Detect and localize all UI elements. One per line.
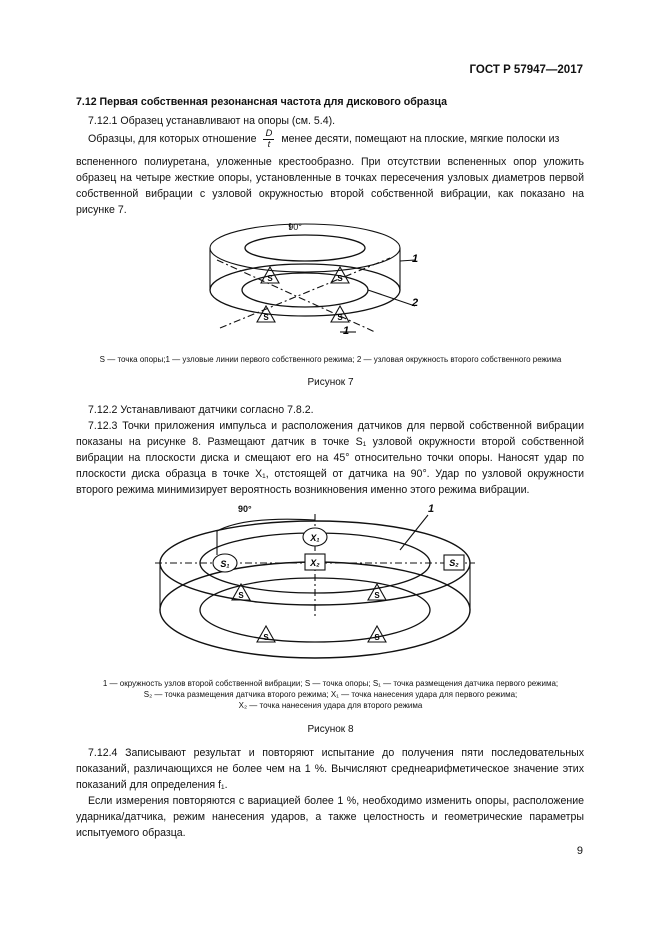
paragraph-7-12-1-ratio	[76, 128, 596, 150]
figure-8-diagram	[145, 498, 485, 673]
svg-text:S: S	[374, 633, 380, 642]
figure-8-caption-line-1: 1 — окружность узлов второй собственной вибрации; S — точка опоры; S₁ — точка размещения датчика первого режима;	[102, 679, 559, 688]
paragraph-7-12-3: 7.12.3 Точки приложения импульса и расположения датчиков для первой собственной вибрации показаны на рисунке 8. Размещают датчик в точке S₁ узловой окружности второй собственной вибрации на плоскости диска и смещают его на 45° относительно точки опоры. Наносят удар по плоскости диска образца в точке X₁, отстоящей от датчика на 90°. Удар по узловой окружности второго режима минимизирует вероятность возникновения именно этого режима вибрации.	[76, 420, 584, 496]
nodal-line-1	[217, 260, 375, 332]
figure-7-label: Рисунок 7	[307, 377, 354, 388]
svg-text:S₂: S₂	[449, 558, 459, 568]
impact-point-x2	[305, 554, 325, 570]
paragraph-7-12-1-cont: вспененного полиуретана, уложенные крестообразно. При отсутствии вспененных опор уложить образец на четыре жесткие опоры, установленные в точках пересечения узловых диаметров первой собственной вибрации с узловой окружностью второй собственной вибрации, как показано на рисунке 7.	[76, 156, 584, 216]
disc-top-edge	[210, 224, 400, 272]
document-id: ГОСТ Р 57947—2017	[469, 64, 583, 76]
sensor-point-s1	[213, 554, 237, 572]
figure-7-diagram	[190, 210, 440, 355]
paragraph-7-12-1: 7.12.1 Образец устанавливают на опоры (см. 5.4).	[88, 115, 336, 127]
fraction-denominator: t	[267, 138, 271, 150]
fig7-angle-label: 90°	[288, 222, 302, 232]
paragraph-7-12-4-cont: Если измерения повторяются с вариацией более 1 %, необходимо изменить опоры, расположение ударника/датчика, режим нанесения ударов, а также целостность и геометрические параметры испытуемого образца.	[76, 795, 584, 839]
support-point	[368, 584, 386, 600]
paragraph-7-12-2: 7.12.2 Устанавливают датчики согласно 7.8.2.	[88, 404, 314, 416]
fig7-callout-1-bottom: 1	[343, 325, 350, 337]
figure-8-caption-line-2: S₂ — точка размещения датчика второго режима; X₁ — точка нанесения удара для первого режима;	[143, 690, 518, 699]
paragraph-7-12-4: 7.12.4 Записывают результат и повторяют испытание до получения пяти последовательных показаний, различающихся не более чем на 1 %. Вычисляют среднеарифметическое значение этих показаний для определения f₁.	[76, 747, 584, 791]
fig7-callout-2: 2	[412, 297, 419, 309]
ratio-fraction	[263, 129, 274, 150]
svg-text:S: S	[337, 274, 343, 283]
fig7-callout-1-top: 1	[412, 253, 419, 265]
nodal-line-2	[220, 258, 390, 328]
ratio-text-end: менее десяти, помещают на плоские, мягкие полоски из	[281, 133, 560, 145]
svg-text:S: S	[263, 313, 269, 322]
svg-text:S: S	[337, 313, 343, 322]
angle-arc	[217, 519, 315, 555]
fig8-callout-1: 1	[428, 503, 435, 515]
svg-text:S: S	[267, 274, 273, 283]
svg-text:X₁: X₁	[310, 533, 320, 543]
svg-text:X₂: X₂	[310, 558, 320, 568]
figure-7-caption: S — точка опоры;1 — узловые линии первого собственного режима; 2 — узловая окружность второго собственного режима	[99, 355, 562, 364]
svg-text:S: S	[374, 591, 380, 600]
nodal-circle-top	[245, 235, 365, 261]
page-number: 9	[576, 845, 583, 857]
section-title-7-12: 7.12 Первая собственная резонансная частота для дискового образца	[76, 96, 448, 108]
callout-2-leader	[368, 290, 415, 306]
sensor-point-s2	[444, 555, 464, 570]
fraction-numerator: D	[265, 127, 273, 139]
impact-point-x1	[303, 528, 327, 546]
fig8-angle-label: 90°	[238, 504, 252, 514]
svg-text:S: S	[238, 591, 244, 600]
ratio-text-start: Образцы, для которых отношение	[88, 133, 257, 145]
figure-8-label: Рисунок 8	[307, 724, 354, 735]
svg-text:S₁: S₁	[220, 559, 230, 569]
support-point	[368, 626, 386, 642]
nodal-circle	[242, 273, 368, 307]
svg-text:S: S	[263, 633, 269, 642]
figure-8-caption-line-3: X₂ — точка нанесения удара для второго режима	[238, 701, 423, 710]
